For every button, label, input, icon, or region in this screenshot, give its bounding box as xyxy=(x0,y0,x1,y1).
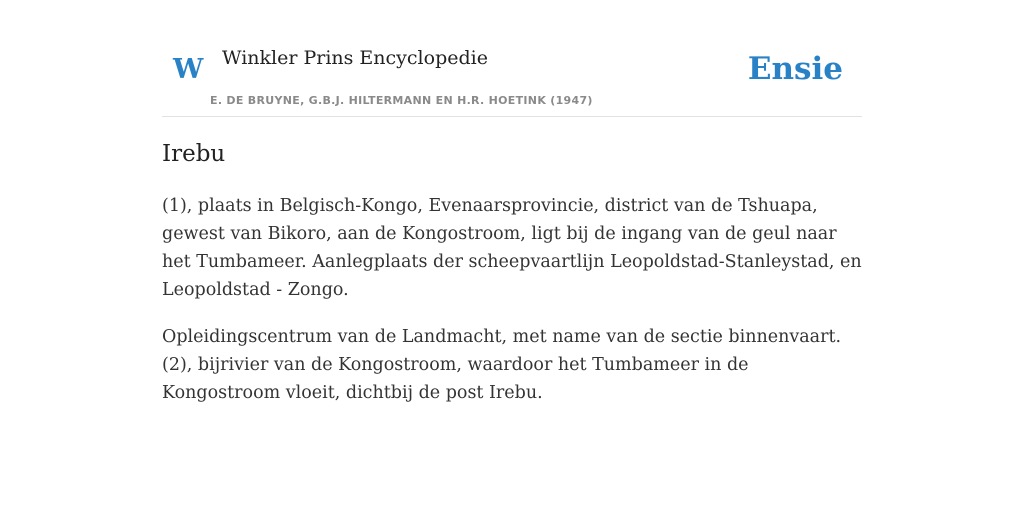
article xyxy=(162,136,862,407)
ensie-logo-link[interactable]: Ensie xyxy=(747,51,843,87)
article-paragraph-2: Opleidingscentrum van de Landmacht, met name van de sectie binnenvaart.(2), bijrivier van de Kongostroom, waardoor het Tumbameer in de Kongostroom vloeit, dichtbij de post Irebu. xyxy=(162,327,842,403)
article-title: Irebu xyxy=(162,141,226,167)
encyclopedia-title: Winkler Prins Encyclopedie xyxy=(222,47,488,69)
article-paragraph-1: (1), plaats in Belgisch-Kongo, Evenaarsprovincie, district van de Tshuapa, gewest van Bikoro, aan de Kongostroom, ligt bij de ingang van de geul naar het Tumbameer. Aanlegplaats der scheepvaartlijn Leopoldstad-Stanleystad, en Leopoldstad - Zongo. xyxy=(162,196,862,300)
encyclopedia-authors: E. DE BRUYNE, G.B.J. HILTERMANN EN H.R. HOETINK (1947) xyxy=(210,94,593,107)
winkler-prins-logo[interactable]: W xyxy=(173,54,204,85)
site-header xyxy=(162,0,862,117)
